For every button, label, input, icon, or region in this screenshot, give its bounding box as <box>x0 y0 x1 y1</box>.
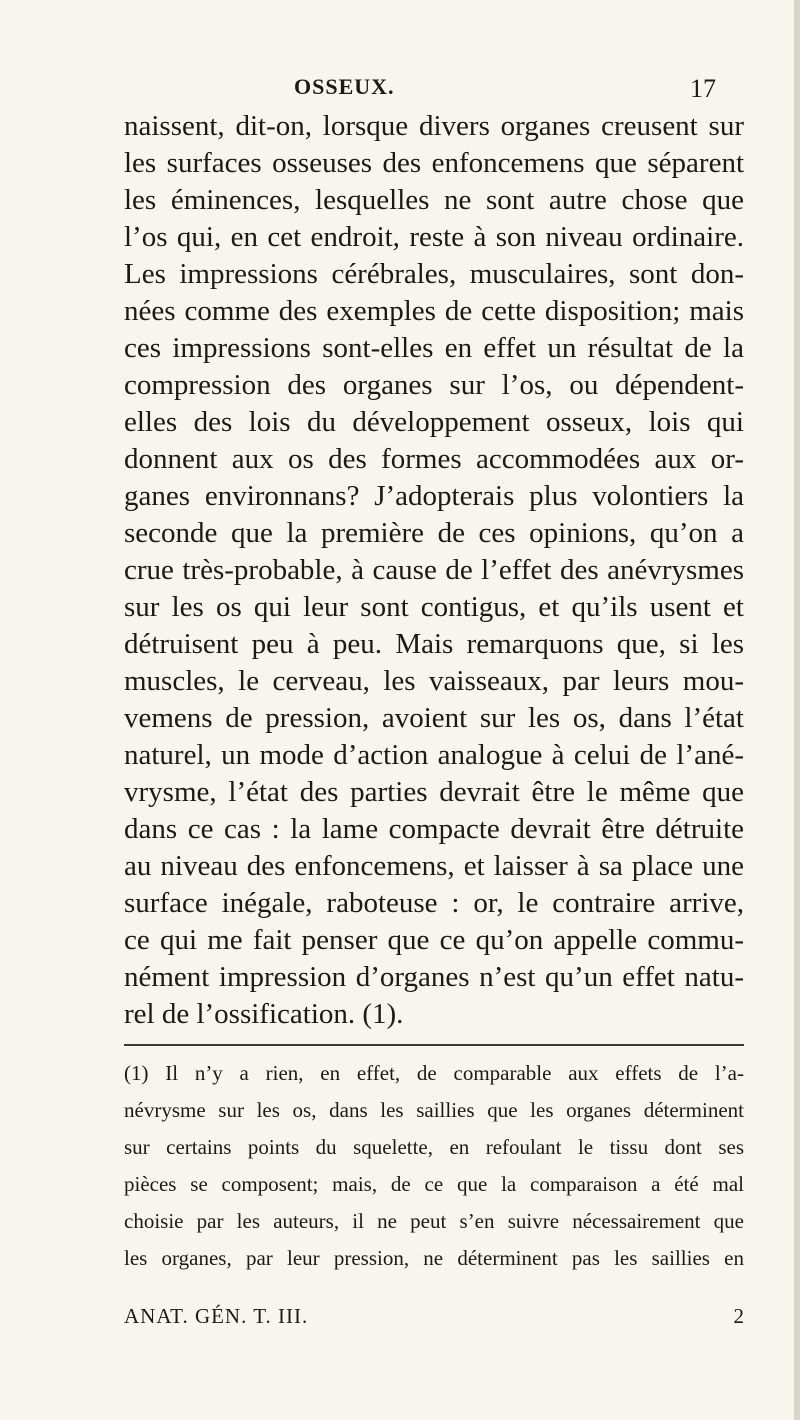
text-line: au niveau des enfoncemens, et laisser à sa place une <box>124 850 744 882</box>
signature-mark: ANAT. GÉN. T. III. <box>124 1304 309 1328</box>
text-line: naturel, un mode d’action analogue à celui de l’ané- <box>124 739 744 771</box>
text-line: ganes environnans? J’adopterais plus volontiers la <box>124 480 744 512</box>
text-line: compression des organes sur l’os, ou dépendent- <box>124 369 744 401</box>
text-line: sur les os qui leur sont contigus, et qu’ils usent et <box>124 591 744 623</box>
footnote-divider <box>124 1044 744 1046</box>
text-line: les éminences, lesquelles ne sont autre chose que <box>124 184 744 216</box>
main-text <box>124 108 744 1033</box>
text-line: nément impression d’organes n’est qu’un effet natu- <box>124 961 744 993</box>
text-line: ces impressions sont-elles en effet un résultat de la <box>124 332 744 364</box>
footnote-line: choisie par les auteurs, il ne peut s’en suivre nécessairement que <box>124 1209 744 1233</box>
text-line: seconde que la première de ces opinions, qu’on a <box>124 517 744 549</box>
signature-number: 2 <box>733 1304 744 1328</box>
text-line: crue très-probable, à cause de l’effet des anévrysmes <box>124 554 744 586</box>
text-line: vemens de pression, avoient sur les os, dans l’état <box>124 702 744 734</box>
footnote-line: pièces se composent; mais, de ce que la comparaison a été mal <box>124 1172 744 1196</box>
text-line: détruisent peu à peu. Mais remarquons que, si les <box>124 628 744 660</box>
text-line: elles des lois du développement osseux, lois qui <box>124 406 744 438</box>
signature-line <box>124 1304 744 1332</box>
page-edge <box>794 0 800 1420</box>
text-line: dans ce cas : la lame compacte devrait être détruite <box>124 813 744 845</box>
text-line: naissent, dit-on, lorsque divers organes creusent sur <box>124 110 744 142</box>
footnote-line: les organes, par leur pression, ne déterminent pas les saillies en <box>124 1246 744 1270</box>
text-line: Les impressions cérébrales, musculaires, sont don- <box>124 258 744 290</box>
text-line: les surfaces osseuses des enfoncemens que séparent <box>124 147 744 179</box>
footnote-line: sur certains points du squelette, en refoulant le tissu dont ses <box>124 1135 744 1159</box>
text-line: rel de l’ossification. (1). <box>124 998 404 1030</box>
text-line: nées comme des exemples de cette disposition; mais <box>124 295 744 327</box>
text-line: donnent aux os des formes accommodées aux or- <box>124 443 744 475</box>
footnote <box>124 1060 744 1282</box>
footnote-line: (1) Il n’y a rien, en effet, de comparable aux effets de l’a- <box>124 1061 744 1085</box>
text-line: l’os qui, en cet endroit, reste à son niveau ordinaire. <box>124 221 744 253</box>
running-head: OSSEUX. <box>294 74 395 99</box>
text-line: muscles, le cerveau, les vaisseaux, par leurs mou- <box>124 665 744 697</box>
text-line: vrysme, l’état des parties devrait être le même que <box>124 776 744 808</box>
text-line: ce qui me fait penser que ce qu’on appelle commu- <box>124 924 744 956</box>
page-header <box>0 74 800 108</box>
footnote-line: névrysme sur les os, dans les saillies que les organes déterminent <box>124 1098 744 1122</box>
text-line: surface inégale, raboteuse : or, le contraire arrive, <box>124 887 744 919</box>
page-number: 17 <box>690 74 716 103</box>
